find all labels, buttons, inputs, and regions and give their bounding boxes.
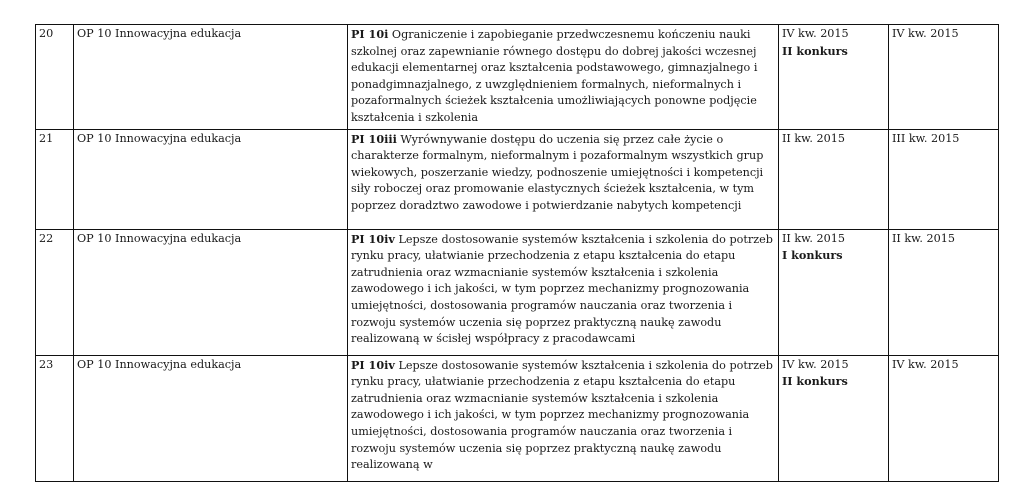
contest-label: II konkurs bbox=[782, 43, 848, 58]
pi-code: PI 10iv bbox=[351, 357, 395, 372]
pi-description: Lepsze dostosowanie systemów kształcenia i szkolenia do potrzeb rynku pracy, ułatwianie przechodzenia z etapu kształcenia do etapu zatrudnienia oraz wzmacnianie systemów kształcenia i szkolenia zawodowego i ich jakości, w tym poprzez mechanizmy prognozowania umiejętności, dostosowania programów nauczania oraz tworzenia i rozwoju systemów uczenia się poprzez praktyczną naukę zawodu realizowaną w ścisłej współpracy z pracodawcami bbox=[351, 232, 773, 346]
pi-code: PI 10iii bbox=[351, 131, 397, 146]
contest-deadline-quarter: III kw. 2015 bbox=[889, 129, 999, 229]
contest-announcement-quarter bbox=[779, 355, 889, 481]
operational-priority: OP 10 Innowacyjna edukacja bbox=[74, 25, 348, 130]
operational-priority: OP 10 Innowacyjna edukacja bbox=[74, 129, 348, 229]
contest-deadline-quarter: IV kw. 2015 bbox=[889, 355, 999, 481]
row-number: 22 bbox=[36, 229, 74, 355]
pi-description: Wyrównywanie dostępu do uczenia się przez całe życie o charakterze formalnym, nieformalnym i pozaformalnym wszystkich grup wiekowych, poszerzanie wiedzy, podnoszenie umiejętności i kompetencji siły roboczej oraz promowanie elastycznych ścieżek kształcenia, w tym poprzez doradztwo zawodowe i potwierdzanie nabytych kompetencji bbox=[351, 132, 764, 212]
contest-announcement-quarter bbox=[779, 229, 889, 355]
quarter-a: IV kw. 2015 bbox=[782, 357, 849, 371]
contest-deadline-quarter: II kw. 2015 bbox=[889, 229, 999, 355]
pi-description: Lepsze dostosowanie systemów kształcenia i szkolenia do potrzeb rynku pracy, ułatwianie przechodzenia z etapu kształcenia do etapu zatrudnienia oraz wzmacnianie systemów kształcenia i szkolenia zawodowego i ich jakości, w tym poprzez mechanizmy prognozowania umiejętności, dostosowania programów nauczania oraz tworzenia i rozwoju systemów uczenia się poprzez praktyczną naukę zawodu realizowaną w bbox=[351, 358, 773, 472]
competition-schedule-table bbox=[35, 24, 999, 482]
contest-announcement-quarter bbox=[779, 129, 889, 229]
operational-priority: OP 10 Innowacyjna edukacja bbox=[74, 355, 348, 481]
row-number: 20 bbox=[36, 25, 74, 130]
investment-priority bbox=[348, 229, 779, 355]
row-number: 21 bbox=[36, 129, 74, 229]
table-row bbox=[36, 355, 999, 481]
row-number: 23 bbox=[36, 355, 74, 481]
contest-label: I konkurs bbox=[782, 248, 843, 263]
table-row bbox=[36, 229, 999, 355]
operational-priority: OP 10 Innowacyjna edukacja bbox=[74, 229, 348, 355]
table-row bbox=[36, 129, 999, 229]
quarter-a: II kw. 2015 bbox=[782, 231, 846, 245]
pi-description: Ograniczenie i zapobieganie przedwczesnemu kończeniu nauki szkolnej oraz zapewnianie równego dostępu do dobrej jakości wczesnej edukacji elementarnej oraz kształcenia podstawowego, gimnazjalnego i ponadgimnazjalnego, z uwzględnieniem formalnych, nieformalnych i pozaformalnych ścieżek kształcenia umożliwiających ponowne podjęcie kształcenia i szkolenia bbox=[351, 28, 758, 124]
investment-priority bbox=[348, 355, 779, 481]
contest-deadline-quarter: IV kw. 2015 bbox=[889, 25, 999, 130]
quarter-a: IV kw. 2015 bbox=[782, 27, 849, 40]
table-row bbox=[36, 25, 999, 130]
investment-priority bbox=[348, 25, 779, 130]
quarter-a: II kw. 2015 bbox=[782, 131, 846, 145]
investment-priority bbox=[348, 129, 779, 229]
contest-announcement-quarter bbox=[779, 25, 889, 130]
pi-code: PI 10i bbox=[351, 27, 389, 41]
contest-label: II konkurs bbox=[782, 374, 848, 389]
pi-code: PI 10iv bbox=[351, 231, 395, 246]
